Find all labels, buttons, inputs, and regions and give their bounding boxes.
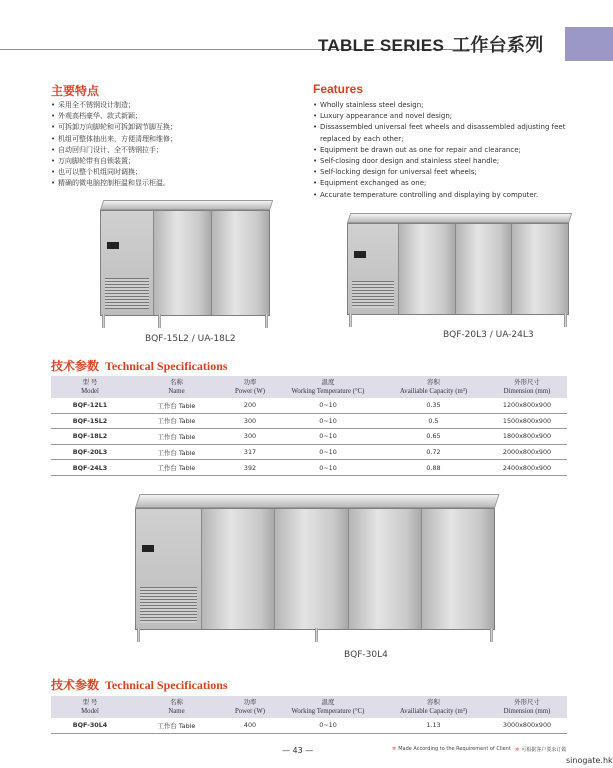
features-en-list bbox=[313, 100, 571, 201]
col-header-en: Model bbox=[81, 708, 99, 715]
table-row bbox=[51, 460, 567, 476]
col-header-dimension bbox=[487, 696, 567, 718]
cabinet-door bbox=[349, 509, 422, 629]
caption-img3: BQF-30L4 bbox=[344, 650, 388, 660]
col-header-name bbox=[129, 696, 224, 718]
col-header-en: Power (W) bbox=[234, 708, 265, 715]
cell-power: 400 bbox=[224, 718, 276, 733]
feature-en-item: • Luxury appearance and novel design; bbox=[313, 111, 571, 122]
cabinet-body bbox=[100, 210, 270, 316]
caption-img2: BQF-20L3 / UA-24L3 bbox=[443, 330, 534, 340]
cell-name: 工作台 Table bbox=[129, 429, 224, 445]
cell-temperature: 0~10 bbox=[276, 460, 380, 476]
cell-model: BQF-12L1 bbox=[51, 398, 129, 413]
leg bbox=[315, 628, 318, 642]
col-header-power bbox=[224, 376, 276, 398]
cell-capacity: 0.35 bbox=[380, 398, 487, 413]
col-header-cn: 温度 bbox=[321, 698, 335, 706]
cell-dimension: 1800x800x900 bbox=[487, 429, 567, 445]
cell-model: BQF-30L4 bbox=[51, 718, 129, 733]
col-header-cn: 容积 bbox=[427, 698, 440, 706]
col-header-cn: 温度 bbox=[321, 378, 335, 386]
col-header-en: Power (W) bbox=[234, 388, 265, 395]
col-header-en: Working Temperature (°C) bbox=[291, 388, 365, 395]
cell-temperature: 0~10 bbox=[276, 413, 380, 429]
col-header-model bbox=[51, 376, 129, 398]
table-row bbox=[51, 718, 567, 733]
caption-img1: BQF-15L2 / UA-18L2 bbox=[145, 334, 236, 344]
cell-name: 工作台 Table bbox=[129, 398, 224, 413]
product-image-bqf-15l2 bbox=[100, 200, 270, 328]
display-icon bbox=[142, 545, 154, 552]
col-header-capacity bbox=[380, 376, 487, 398]
control-panel bbox=[348, 224, 399, 314]
col-header-cn: 外形尺寸 bbox=[514, 698, 540, 706]
col-header-cn: 型 号 bbox=[82, 378, 98, 386]
spec-heading-en: Technical Specifications bbox=[105, 678, 228, 692]
feature-cn-item: • 也可以整个机组同时调换； bbox=[51, 167, 281, 178]
feature-cn-item: • 机组可整体抽出来，方便清理和维修； bbox=[51, 134, 281, 145]
cell-dimension: 1200x800x900 bbox=[487, 398, 567, 413]
leg bbox=[137, 628, 140, 642]
watermark: sinogate.hk bbox=[566, 756, 613, 765]
table-row bbox=[51, 413, 567, 429]
footer-note-en bbox=[392, 746, 511, 752]
header-accent-block bbox=[565, 27, 613, 61]
worktop bbox=[100, 200, 273, 210]
cell-name: 工作台 Table bbox=[129, 413, 224, 429]
feature-en-item: • Self-locking design for universal feet wheels; bbox=[313, 167, 571, 178]
leg bbox=[564, 313, 567, 327]
col-header-cn: 名称 bbox=[170, 378, 183, 386]
product-image-bqf-20l3 bbox=[347, 213, 569, 327]
cabinet-body bbox=[347, 223, 569, 315]
col-header-cn: 名称 bbox=[170, 698, 183, 706]
cabinet-door bbox=[275, 509, 348, 629]
leg bbox=[265, 314, 268, 328]
control-panel bbox=[136, 509, 202, 629]
cell-dimension: 2000x800x900 bbox=[487, 444, 567, 460]
vent-grille bbox=[140, 587, 197, 623]
cell-model: BQF-18L2 bbox=[51, 429, 129, 445]
spec-heading-cn: 技术参数 bbox=[51, 678, 100, 692]
col-header-en: Model bbox=[81, 388, 99, 395]
col-header-model bbox=[51, 696, 129, 718]
feature-en-item: • Accurate temperature controlling and displaying by computer. bbox=[313, 190, 571, 201]
cell-power: 300 bbox=[224, 429, 276, 445]
worktop bbox=[135, 494, 500, 508]
col-header-temperature bbox=[276, 376, 380, 398]
cabinet-door bbox=[202, 509, 275, 629]
cell-power: 317 bbox=[224, 444, 276, 460]
spec-heading-cn: 技术参数 bbox=[51, 359, 100, 373]
col-header-en: Availiable Capacity (m³) bbox=[399, 708, 468, 715]
feature-cn-item: • 自动回归门设计、全不锈钢拉手； bbox=[51, 145, 281, 156]
footer-note-cn bbox=[515, 746, 566, 753]
cell-power: 200 bbox=[224, 398, 276, 413]
cabinet-door bbox=[512, 224, 568, 314]
feature-cn-item: • 采用全不锈钢设计制造； bbox=[51, 100, 281, 111]
spec-heading-2 bbox=[51, 676, 228, 693]
cabinet-body bbox=[135, 508, 495, 630]
cell-capacity: 0.88 bbox=[380, 460, 487, 476]
cell-dimension: 3000x800x900 bbox=[487, 718, 567, 733]
page-number: — 43 — bbox=[282, 746, 314, 755]
cell-model: BQF-20L3 bbox=[51, 444, 129, 460]
col-header-dimension bbox=[487, 376, 567, 398]
cell-dimension: 2400x800x900 bbox=[487, 460, 567, 476]
cell-power: 392 bbox=[224, 460, 276, 476]
leg bbox=[158, 314, 161, 328]
col-header-en: Availiable Capacity (m³) bbox=[399, 388, 468, 395]
cabinet-door bbox=[422, 509, 494, 629]
cell-temperature: 0~10 bbox=[276, 718, 380, 733]
cell-temperature: 0~10 bbox=[276, 398, 380, 413]
feature-en-item: • Wholly stainless steel design; bbox=[313, 100, 571, 111]
cell-capacity: 0.72 bbox=[380, 444, 487, 460]
cell-capacity: 1.13 bbox=[380, 718, 487, 733]
col-header-name bbox=[129, 376, 224, 398]
worktop bbox=[347, 213, 572, 223]
footer-note-en-text: Made According to the Requirement of Client bbox=[398, 746, 511, 752]
leg bbox=[490, 628, 493, 642]
cabinet-door bbox=[154, 211, 212, 315]
feature-en-item: • Dissassembled universal feet wheels and disassembled adjusting feet replaced by each other; bbox=[313, 122, 571, 144]
display-icon bbox=[354, 251, 366, 258]
cell-name: 工作台 Table bbox=[129, 460, 224, 476]
vent-grille bbox=[105, 278, 149, 309]
spec-heading-en: Technical Specifications bbox=[105, 359, 228, 373]
footer-note-cn-text: 可根据客户要求订做 bbox=[521, 747, 567, 753]
title-en: TABLE SERIES bbox=[318, 36, 445, 55]
col-header-cn: 外形尺寸 bbox=[514, 378, 540, 386]
cell-name: 工作台 Table bbox=[129, 444, 224, 460]
col-header-en: Dimension (mm) bbox=[503, 388, 551, 395]
col-header-cn: 容积 bbox=[427, 378, 440, 386]
title-cn: 工作台系列 bbox=[452, 35, 544, 55]
cell-temperature: 0~10 bbox=[276, 444, 380, 460]
col-header-cn: 功率 bbox=[243, 378, 257, 386]
col-header-power bbox=[224, 696, 276, 718]
feature-en-item: • Equipment be drawn out as one for repair and clearance; bbox=[313, 145, 571, 156]
table-header-row bbox=[51, 376, 567, 398]
features-en-heading: Features bbox=[313, 82, 364, 96]
col-header-en: Name bbox=[168, 388, 185, 395]
leg bbox=[349, 313, 352, 327]
col-header-cn: 型 号 bbox=[82, 698, 98, 706]
feature-cn-item: • 外观高档豪华、款式新颖； bbox=[51, 111, 281, 122]
cell-model: BQF-15L2 bbox=[51, 413, 129, 429]
features-cn-list bbox=[51, 100, 281, 190]
col-header-en: Name bbox=[168, 708, 185, 715]
feature-en-item: • Self-closing door design and stainless steel handle; bbox=[313, 156, 571, 167]
page-title bbox=[318, 31, 544, 57]
feature-cn-item: • 可拆卸万向脚轮和可拆卸调节脚互换； bbox=[51, 122, 281, 133]
cell-name: 工作台 Table bbox=[129, 718, 224, 733]
table-row bbox=[51, 429, 567, 445]
leg bbox=[102, 314, 105, 328]
display-icon bbox=[107, 242, 119, 249]
control-panel bbox=[101, 211, 154, 315]
feature-en-item: • Equipment exchanged as one; bbox=[313, 178, 571, 189]
cell-capacity: 0.65 bbox=[380, 429, 487, 445]
product-image-bqf-30l4 bbox=[135, 494, 495, 642]
table-header-row bbox=[51, 696, 567, 718]
cabinet-door bbox=[399, 224, 456, 314]
spec-table-1 bbox=[51, 376, 567, 476]
cell-capacity: 0.5 bbox=[380, 413, 487, 429]
cell-dimension: 1500x800x900 bbox=[487, 413, 567, 429]
col-header-cn: 功率 bbox=[243, 698, 257, 706]
feature-cn-item: • 万向脚轮带有自锁装置； bbox=[51, 156, 281, 167]
table-row bbox=[51, 398, 567, 413]
star-icon: ✲ bbox=[515, 747, 520, 753]
cabinet-door bbox=[212, 211, 269, 315]
col-header-en: Dimension (mm) bbox=[503, 708, 551, 715]
col-header-temperature bbox=[276, 696, 380, 718]
star-icon: ✲ bbox=[392, 746, 397, 752]
col-header-en: Working Temperature (°C) bbox=[291, 708, 365, 715]
features-cn-heading: 主要特点 bbox=[51, 84, 100, 98]
cabinet-door bbox=[456, 224, 513, 314]
col-header-capacity bbox=[380, 696, 487, 718]
feature-cn-item: • 精确的微电脑控制柜温和显示柜温。 bbox=[51, 178, 281, 189]
vent-grille bbox=[352, 281, 394, 308]
spec-table-2 bbox=[51, 696, 567, 734]
table-row bbox=[51, 444, 567, 460]
spec-heading-1 bbox=[51, 357, 228, 374]
cell-temperature: 0~10 bbox=[276, 429, 380, 445]
cell-power: 300 bbox=[224, 413, 276, 429]
cell-model: BQF-24L3 bbox=[51, 460, 129, 476]
